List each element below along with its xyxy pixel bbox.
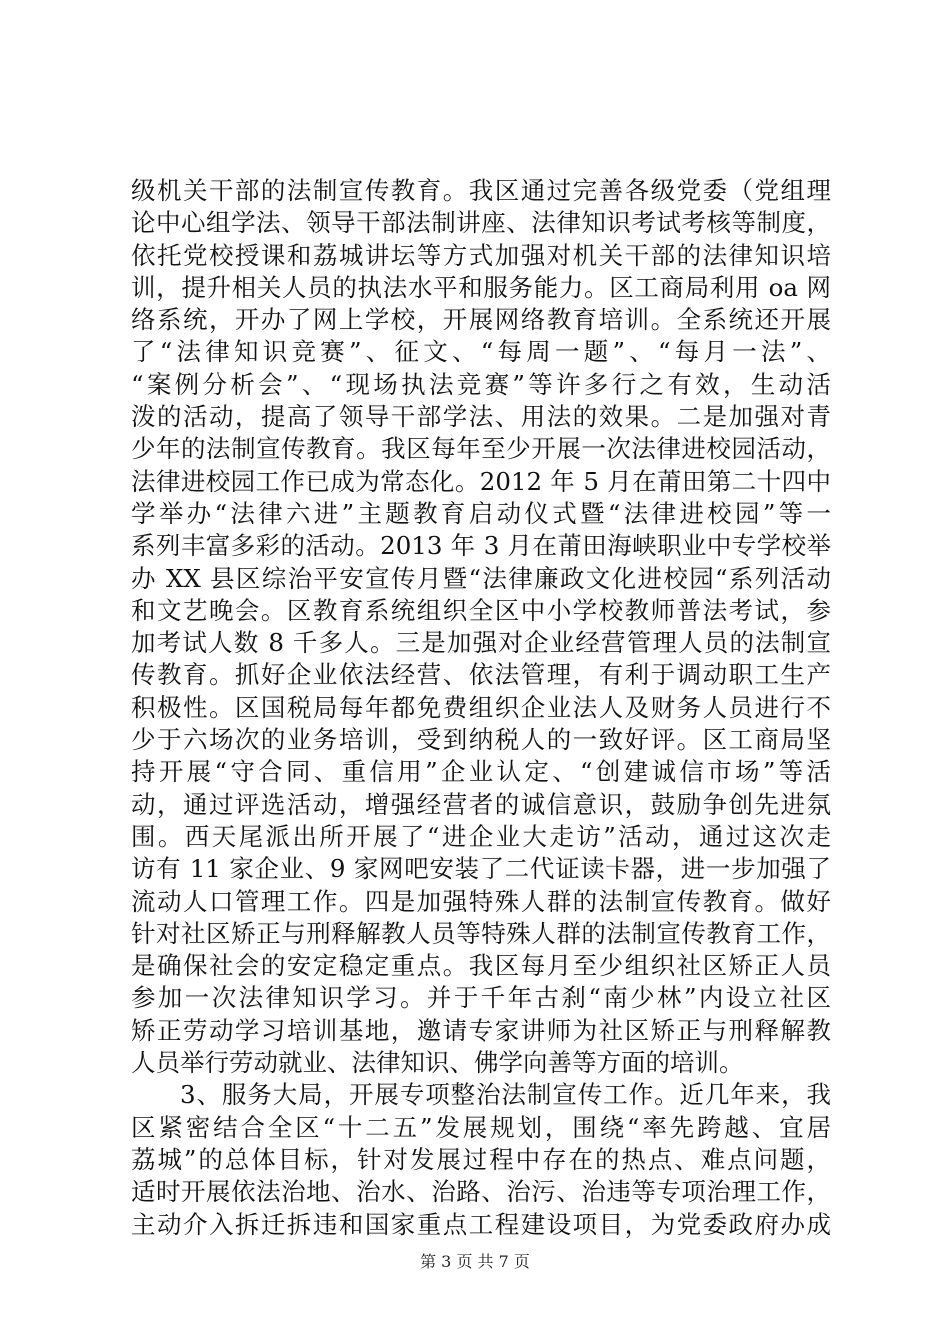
- text-line: 矫正劳动学习培训基地，邀请专家讲师为社区矫正与刑释解教: [131, 1015, 831, 1045]
- text-line: 和文艺晚会。区教育系统组织全区中小学校教师普法考试，参: [131, 595, 831, 625]
- text-line: 少年的法制宣传教育。我区每年至少开展一次法律进校园活动，: [131, 434, 831, 464]
- text-line: 流动人口管理工作。四是加强特殊人群的法制宣传教育。做好: [131, 886, 831, 916]
- text-line: 荔城”的总体目标，针对发展过程中存在的热点、难点问题，: [131, 1144, 831, 1174]
- text-line: 参加一次法律知识学习。并于千年古刹“南少林”内设立社区: [131, 983, 831, 1013]
- text-line: 传教育。抓好企业依法经营、依法管理，有利于调动职工生产: [131, 660, 831, 690]
- text-line: 适时开展依法治地、治水、治路、治污、治违等专项治理工作，: [131, 1177, 831, 1207]
- text-line: 动，通过评选活动，增强经营者的诚信意识，鼓励争创先进氛: [131, 789, 831, 819]
- text-line: 依托党校授课和荔城讲坛等方式加强对机关干部的法律知识培: [131, 240, 831, 270]
- text-line: 泼的活动，提高了领导干部学法、用法的效果。二是加强对青: [131, 402, 831, 432]
- text-line: 少于六场次的业务培训，受到纳税人的一致好评。区工商局坚: [131, 725, 831, 755]
- text-line: 主动介入拆迁拆违和国家重点工程建设项目，为党委政府办成: [131, 1209, 831, 1239]
- text-line: 针对社区矫正与刑释解教人员等特殊人群的法制宣传教育工作，: [131, 918, 831, 948]
- text-line: 级机关干部的法制宣传教育。我区通过完善各级党委（党组理: [131, 176, 831, 205]
- text-line: 系列丰富多彩的活动。2013 年 3 月在莆田海峡职业中专学校举: [131, 531, 831, 561]
- text-line: 是确保社会的安定稳定重点。我区每月至少组织社区矫正人员: [131, 951, 831, 981]
- text-line: 法律进校园工作已成为常态化。2012 年 5 月在莆田第二十四中: [131, 466, 831, 496]
- text-line: 加考试人数 8 千多人。三是加强对企业经营管理人员的法制宣: [131, 628, 831, 658]
- text-line: 积极性。区国税局每年都免费组织企业法人及财务人员进行不: [131, 692, 831, 722]
- text-line: 人员举行劳动就业、法律知识、佛学向善等方面的培训。: [131, 1048, 744, 1078]
- text-line: 区紧密结合全区“十二五”发展规划，围绕“率先跨越、宜居: [131, 1112, 831, 1142]
- text-line: 3、服务大局，开展专项整治法制宣传工作。近几年来，我: [180, 1080, 831, 1110]
- text-line: 学举办“法律六进”主题教育启动仪式暨“法律进校园”等一: [131, 498, 831, 528]
- text-line: 训，提升相关人员的执法水平和服务能力。区工商局利用 oa 网: [131, 272, 831, 302]
- text-line: 办 XX 县区综治平安宣传月暨“法律廉政文化进校园“系列活动: [131, 563, 831, 593]
- text-line: 论中心组学法、领导干部法制讲座、法律知识考试考核等制度，: [131, 208, 831, 238]
- text-line: 持开展“守合同、重信用”企业认定、“创建诚信市场”等活: [131, 757, 831, 787]
- text-line: 围。西天尾派出所开展了“进企业大走访”活动，通过这次走: [131, 821, 831, 851]
- body-text: [131, 175, 831, 1241]
- text-line: “案例分析会”、“现场执法竞赛”等许多行之有效，生动活: [131, 369, 831, 399]
- text-line: 访有 11 家企业、9 家网吧安装了二代证读卡器，进一步加强了: [131, 854, 831, 884]
- text-line: 了“法律知识竞赛”、征文、“每周一题”、“每月一法”、: [131, 337, 831, 367]
- page-number-footer: 第 3 页 共 7 页: [420, 1252, 530, 1271]
- text-line: 络系统，开办了网上学校，开展网络教育培训。全系统还开展: [131, 305, 831, 335]
